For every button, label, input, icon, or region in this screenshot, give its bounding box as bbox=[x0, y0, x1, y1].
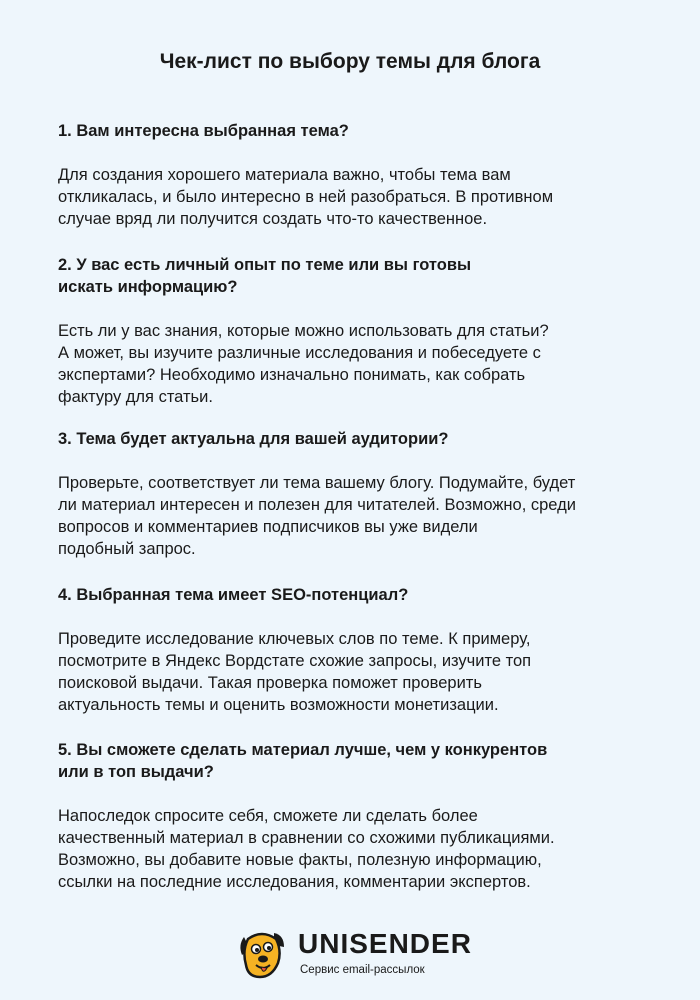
brand-logo bbox=[234, 925, 494, 985]
answer-text: Для создания хорошего материала важно, чтобы тема вам откликалась, и было интересно в ней разобраться. В противном случае вряд ли получится создать что-то качественное. bbox=[58, 166, 554, 228]
question-heading: 4. Выбранная тема имеет SEO-потенциал? bbox=[58, 586, 409, 604]
answer-text: Проверьте, соответствует ли тема вашему блогу. Подумайте, будет ли материал интересен и полезен для читателей. Возможно, среди вопросов и комментариев подписчиков вы уже видели подобный запрос. bbox=[58, 474, 576, 558]
checklist-item-5 bbox=[58, 739, 668, 893]
answer-text: Проведите исследование ключевых слов по теме. К примеру, посмотрите в Яндекс Вордстате схожие запросы, изучите топ поисковой выдачи. Такая проверка поможет проверить актуальность темы и оценить возможности монетизации. bbox=[58, 630, 532, 714]
answer-text: Напоследок спросите себя, сможете ли сделать более качественный материал в сравнении со схожими публикациями. Возможно, вы добавите новые факты, полезную информацию, ссылки на последние исследования, комментарии экспертов. bbox=[58, 807, 555, 891]
question-heading: 1. Вам интересна выбранная тема? bbox=[58, 122, 349, 140]
answer-text: Есть ли у вас знания, которые можно использовать для статьи? А может, вы изучите различные исследования и побеседуете с экспертами? Необходимо изначально понимать, как собрать фактуру для статьи. bbox=[58, 322, 549, 406]
brand-tagline: Сервис email-рассылок bbox=[300, 964, 425, 976]
question-heading: 5. Вы сможете сделать материал лучше, чем у конкурентов или в топ выдачи? bbox=[58, 741, 548, 781]
checklist-item-2 bbox=[58, 254, 668, 408]
question-heading: 3. Тема будет актуальна для вашей аудитории? bbox=[58, 430, 449, 448]
checklist-item-3 bbox=[58, 428, 668, 560]
question-heading: 2. У вас есть личный опыт по теме или вы готовы искать информацию? bbox=[58, 256, 472, 296]
brand-name: UNISENDER bbox=[298, 928, 472, 959]
checklist-item-1 bbox=[58, 120, 668, 230]
dog-mascot-icon bbox=[234, 925, 290, 981]
checklist-item-4 bbox=[58, 584, 668, 716]
page-title: Чек-лист по выбору темы для блога bbox=[159, 50, 541, 73]
